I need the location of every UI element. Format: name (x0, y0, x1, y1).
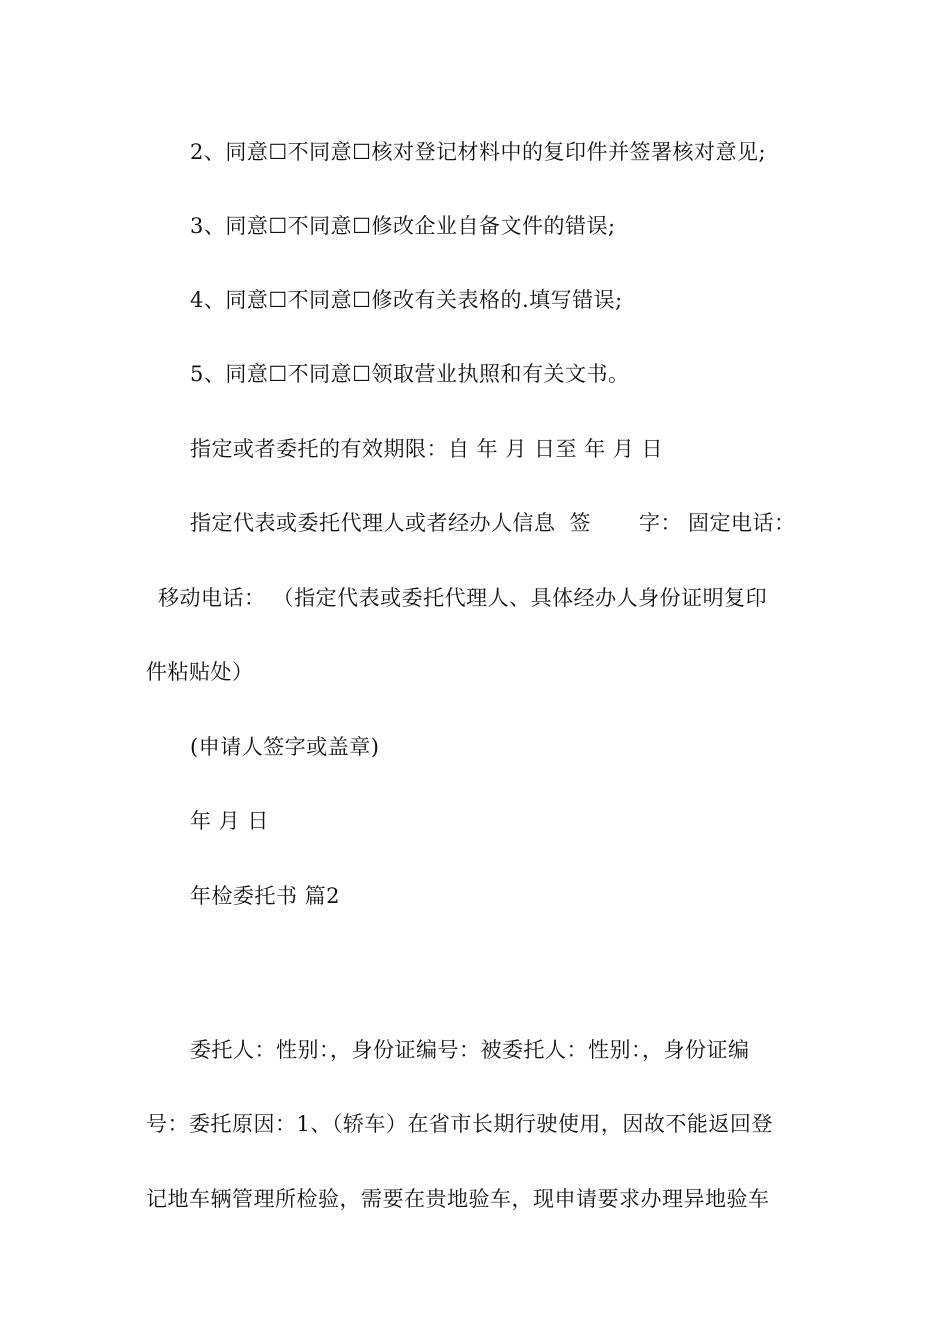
sign-char-b: 字： (639, 511, 682, 535)
landline-label: 固定电话： (688, 511, 796, 535)
mobile-line: 移动电话： （指定代表或委托代理人、具体经办人身份证明复印 (158, 586, 768, 610)
sign-char-a: 签 (569, 511, 591, 535)
section-title: 年检委托书 篇2 (190, 884, 341, 908)
paste-line: 件粘贴处） (146, 660, 254, 684)
applicant-sign: (申请人签字或盖章) (190, 735, 380, 759)
item-3: 3、同意☐不同意☐修改企业自备文件的错误; (190, 214, 616, 238)
agent-info-line (190, 508, 796, 538)
item-4: 4、同意☐不同意☐修改有关表格的.填写错误; (190, 288, 623, 312)
date-line: 年 月 日 (190, 809, 269, 833)
agent-info-label: 指定代表或委托代理人或者经办人信息 (190, 511, 556, 535)
para-line-3: 记地车辆管理所检验，需要在贵地验车，现申请要求办理异地验车 (146, 1187, 770, 1211)
item-5: 5、同意☐不同意☐领取营业执照和有关文书。 (190, 362, 630, 386)
para-line-2: 号：委托原因：1、（轿车）在省市长期行驶使用，因故不能返回登 (146, 1112, 773, 1136)
para-line-1: 委托人：性别：，身份证编号：被委托人：性别：，身份证编 (190, 1038, 750, 1062)
item-2: 2、同意☐不同意☐核对登记材料中的复印件并签署核对意见; (190, 140, 767, 164)
validity-period: 指定或者委托的有效期限：自 年 月 日至 年 月 日 (190, 437, 664, 461)
